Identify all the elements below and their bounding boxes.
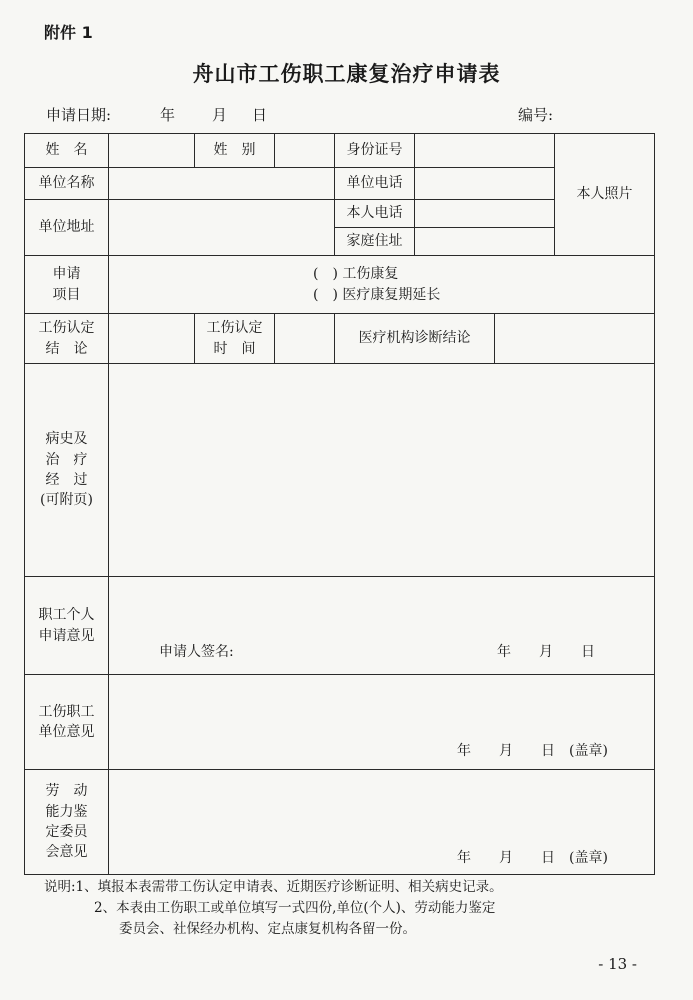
employer-address-value[interactable] <box>109 200 335 256</box>
note-line-3: 委员会、社保经办机构、定点康复机构各留一份。 <box>119 921 416 937</box>
committee-line2: 能力鉴 <box>45 803 88 820</box>
name-value[interactable] <box>109 134 195 168</box>
date-year: 年 <box>160 106 176 124</box>
employer-opinion-line2: 单位意见 <box>38 724 95 740</box>
application-form-table <box>24 133 655 875</box>
employer-address-label: 单位地址 <box>25 200 109 256</box>
page-number: - 13 - <box>598 955 637 973</box>
id-number-value[interactable] <box>415 134 555 168</box>
personal-phone-value[interactable] <box>415 200 555 228</box>
worker-opinion-label <box>25 577 109 675</box>
apply-item-options <box>109 256 655 314</box>
attachment-label: 附件 1 <box>44 23 93 42</box>
home-address-label: 家庭住址 <box>335 228 415 256</box>
date-month: 月 <box>212 106 228 124</box>
employer-phone-value[interactable] <box>415 168 555 200</box>
employer-opinion-value[interactable] <box>109 675 655 770</box>
employer-opinion-line1: 工伤职工 <box>38 703 95 720</box>
medical-history-value[interactable] <box>109 364 655 577</box>
worker-opinion-value[interactable] <box>109 577 655 675</box>
medical-history-line3: 经 过 <box>45 472 88 488</box>
committee-opinion-value[interactable] <box>109 770 655 875</box>
worker-opinion-line1: 职工个人 <box>38 607 95 624</box>
date-day: 日 <box>252 106 268 124</box>
injury-conclusion-line2: 结 论 <box>45 340 88 357</box>
committee-line3: 定委员 <box>45 824 88 840</box>
medical-history-line1: 病史及 <box>45 431 88 448</box>
worker-opinion-line2: 申请意见 <box>38 627 95 644</box>
note-line-2: 2、本表由工伤职工或单位填写一式四份,单位(个人)、劳动能力鉴定 <box>94 900 496 916</box>
medical-history-line2: 治 疗 <box>45 451 88 468</box>
employer-name-label: 单位名称 <box>25 168 109 200</box>
medical-history-label <box>25 364 109 577</box>
committee-line4: 会意见 <box>45 844 88 861</box>
apply-item-label <box>25 256 109 314</box>
medical-history-line4: (可附页) <box>40 492 93 509</box>
name-label: 姓 名 <box>25 134 109 168</box>
injury-conclusion-label <box>25 314 109 364</box>
form-number-label: 编号: <box>518 106 554 124</box>
apply-item-line2: 项目 <box>52 286 81 303</box>
diagnosis-conclusion-label: 医疗机构诊断结论 <box>335 314 495 364</box>
gender-value[interactable] <box>275 134 335 168</box>
photo-box[interactable] <box>555 134 655 256</box>
note-line-1: 说明:1、填报本表需带工伤认定申请表、近期医疗诊断证明、相关病史记录。 <box>44 879 503 895</box>
application-date-label: 申请日期: <box>46 106 112 124</box>
injury-conclusion-line1: 工伤认定 <box>38 320 95 337</box>
injury-time-label <box>195 314 275 364</box>
employer-name-value[interactable] <box>109 168 335 200</box>
injury-time-line1: 工伤认定 <box>206 320 263 337</box>
apply-item-line1: 申请 <box>52 266 81 283</box>
committee-line1: 劳 动 <box>45 783 88 800</box>
diagnosis-conclusion-value[interactable] <box>495 314 655 364</box>
notes <box>44 877 644 940</box>
photo-label: 本人照片 <box>576 186 633 203</box>
option-work-injury-rehab[interactable]: ( ) 工伤康复 <box>313 266 399 283</box>
injury-time-value[interactable] <box>275 314 335 364</box>
applicant-sign-date: 年 月 日 <box>497 643 595 660</box>
option-extend-rehab-period[interactable]: ( ) 医疗康复期延长 <box>313 286 441 303</box>
committee-seal-date: 年 月 日 (盖章) <box>457 849 608 866</box>
form-title: 舟山市工伤职工康复治疗申请表 <box>192 61 501 86</box>
employer-opinion-label <box>25 675 109 770</box>
personal-phone-label: 本人电话 <box>335 200 415 228</box>
gender-label: 姓 别 <box>195 134 275 168</box>
committee-opinion-label <box>25 770 109 875</box>
employer-seal-date: 年 月 日 (盖章) <box>457 742 608 759</box>
home-address-value[interactable] <box>415 228 555 256</box>
employer-phone-label: 单位电话 <box>335 168 415 200</box>
injury-time-line2: 时 间 <box>213 340 256 357</box>
injury-conclusion-value[interactable] <box>109 314 195 364</box>
applicant-signature-label: 申请人签名: <box>159 643 234 660</box>
id-number-label: 身份证号 <box>335 134 415 168</box>
